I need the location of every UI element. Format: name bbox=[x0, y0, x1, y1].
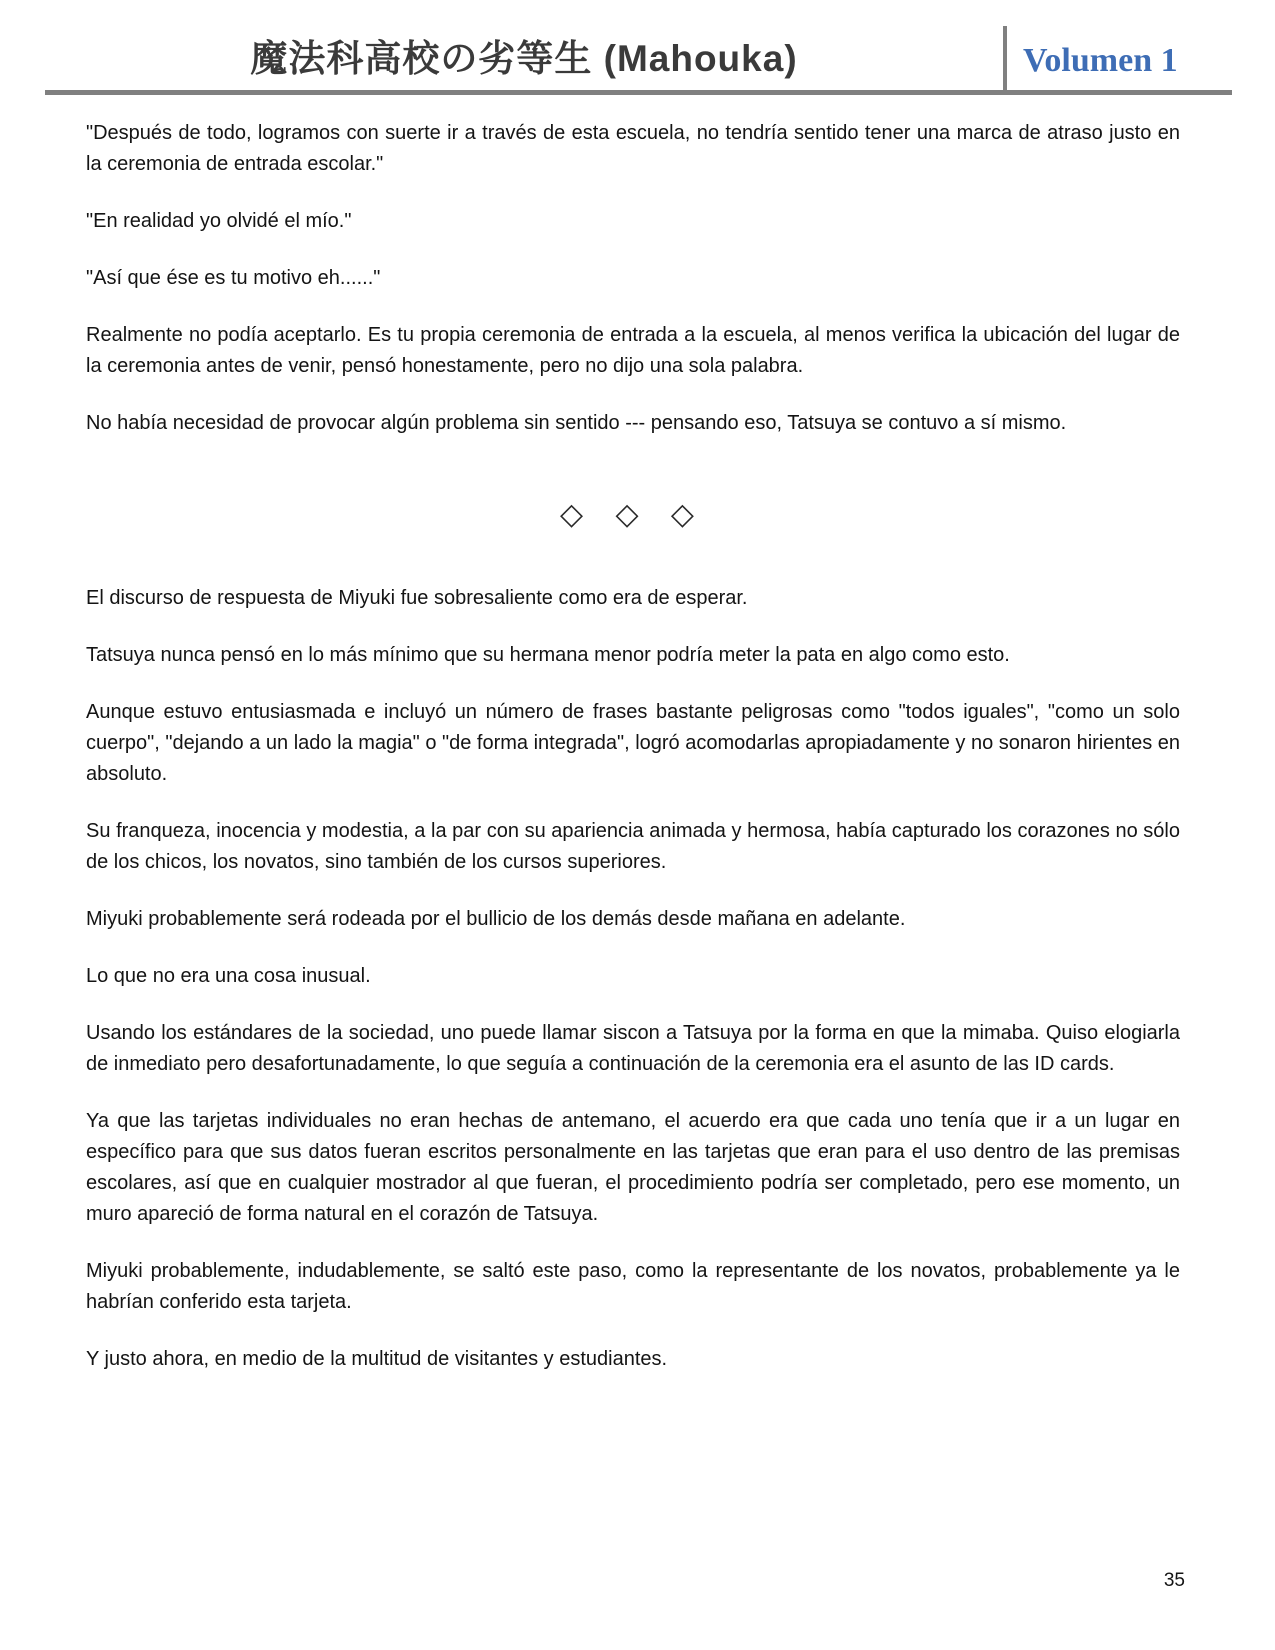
page-body bbox=[86, 95, 1180, 1401]
paragraph: Usando los estándares de la sociedad, uno puede llamar siscon a Tatsuya por la forma en que la mimaba. Quiso elogiarla de inmediato pero desafortunadamente, lo que seguía a continuación de la ceremonia era el asunto de las ID cards. bbox=[86, 1022, 1180, 1075]
paragraph: "En realidad yo olvidé el mío." bbox=[86, 210, 352, 232]
paragraph: Ya que las tarjetas individuales no eran hechas de antemano, el acuerdo era que cada uno tenía que ir a un lugar en específico para que sus datos fueran escritos personalmente en las tarjetas que eran para el uso dentro de las premisas escolares, así que en cualquier mostrador al que fueran, el procedimiento podría ser completado, pero ese momento, un muro apareció de forma natural en el corazón de Tatsuya. bbox=[86, 1110, 1180, 1225]
volume-label: Volumen 1 bbox=[1023, 42, 1178, 79]
paragraph: "Así que ése es tu motivo eh......" bbox=[86, 267, 381, 289]
paragraph: Miyuki probablemente será rodeada por el bullicio de los demás desde mañana en adelante. bbox=[86, 908, 906, 930]
paragraph: El discurso de respuesta de Miyuki fue sobresaliente como era de esperar. bbox=[86, 587, 748, 609]
paragraph: No había necesidad de provocar algún problema sin sentido --- pensando eso, Tatsuya se contuvo a sí mismo. bbox=[86, 412, 1067, 434]
paragraph: "Después de todo, logramos con suerte ir a través de esta escuela, no tendría sentido tener una marca de atraso justo en la ceremonia de entrada escolar." bbox=[86, 122, 1180, 175]
paragraph: Realmente no podía aceptarlo. Es tu propia ceremonia de entrada a la escuela, al menos verifica la ubicación del lugar de la ceremonia antes de venir, pensó honestamente, pero no dijo una sola palabra. bbox=[86, 324, 1180, 377]
paragraph: Lo que no era una cosa inusual. bbox=[86, 965, 371, 987]
header-vertical-divider bbox=[1003, 26, 1007, 95]
scene-break-diamonds: ◇ ◇ ◇ bbox=[560, 498, 706, 531]
paragraph: Y justo ahora, en medio de la multitud de visitantes y estudiantes. bbox=[86, 1348, 668, 1370]
book-title: 魔法科高校の劣等生 (Mahouka) bbox=[250, 38, 798, 79]
paragraph: Su franqueza, inocencia y modestia, a la par con su apariencia animada y hermosa, había capturado los corazones no sólo de los chicos, los novatos, sino también de los cursos superiores. bbox=[86, 820, 1180, 873]
page-number: 35 bbox=[1163, 1570, 1185, 1591]
paragraph: Tatsuya nunca pensó en lo más mínimo que su hermana menor podría meter la pata en algo como esto. bbox=[86, 644, 1010, 666]
page-header bbox=[45, 0, 1232, 95]
paragraph: Aunque estuvo entusiasmada e incluyó un número de frases bastante peligrosas como "todos iguales", "como un solo cuerpo", "dejando a un lado la magia" o "de forma integrada", logró acomodarlas apropiadamente y no sonaron hirientes en absoluto. bbox=[86, 701, 1180, 785]
paragraph: Miyuki probablemente, indudablemente, se saltó este paso, como la representante de los novatos, probablemente ya le habrían conferido esta tarjeta. bbox=[86, 1260, 1180, 1313]
